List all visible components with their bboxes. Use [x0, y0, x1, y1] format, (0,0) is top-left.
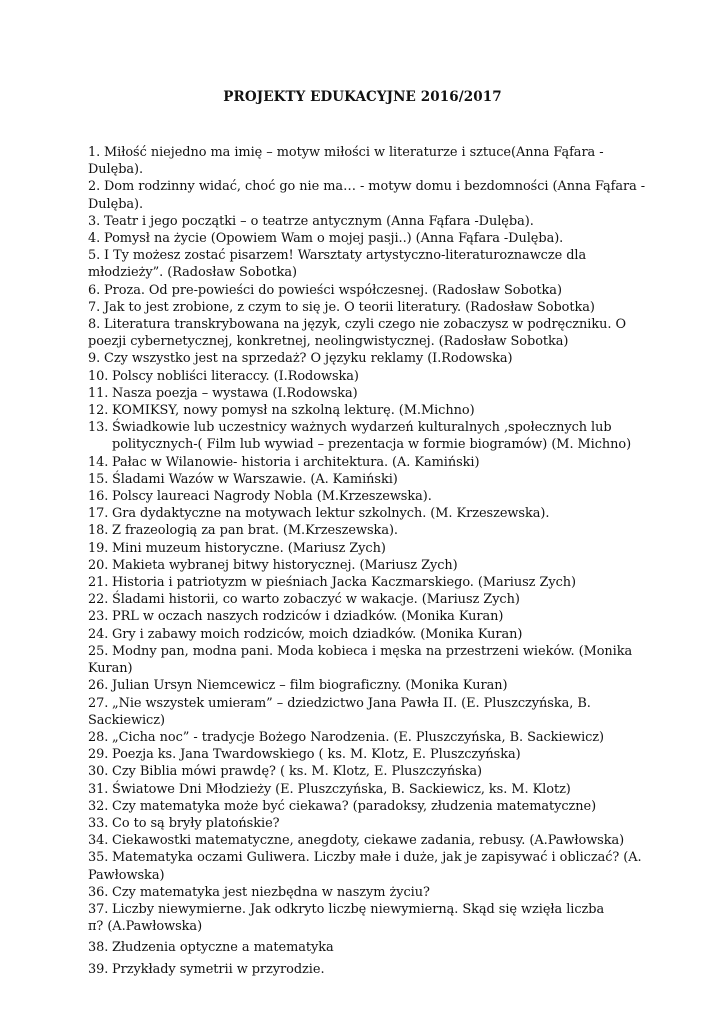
item-text: Przykłady symetrii w przyrodzie.	[112, 961, 325, 977]
list-item	[88, 368, 648, 385]
item-number: 39.	[88, 961, 109, 977]
item-text: Czy matematyka może być ciekawa? (paradoksy, złudzenia matematyczne)	[112, 798, 597, 814]
list-item	[88, 471, 648, 488]
item-number: 32.	[88, 798, 109, 814]
item-number: 15.	[88, 471, 109, 487]
list-item	[88, 677, 648, 694]
item-text: politycznych-( Film lub wywiad – prezentacja w formie biogramów) (M. Michno)	[112, 437, 632, 453]
list-item	[88, 540, 648, 557]
item-text: I Ty możesz zostać pisarzem! Warsztaty artystyczno-literaturoznawcze dla	[104, 248, 587, 264]
list-item	[88, 488, 648, 505]
list-item	[88, 402, 648, 419]
list-item	[88, 213, 648, 230]
item-number: 25.	[88, 643, 109, 659]
list-item	[88, 763, 648, 780]
item-number: 19.	[88, 540, 109, 556]
item-text: Dom rodzinny widać, choć go nie ma… - motyw domu i bezdomności (Anna Fąfara -	[104, 179, 646, 195]
list-item	[88, 247, 648, 281]
list-item	[88, 505, 648, 522]
item-text: Matematyka oczami Guliwera. Liczby małe i duże, jak je zapisywać i obliczać? (A.	[112, 850, 642, 866]
item-text: Miłość niejedno ma imię – motyw miłości w literaturze i sztuce(Anna Fąfara -Dulęba).	[88, 145, 604, 178]
item-number: 24.	[88, 626, 109, 642]
item-text: Śladami Wazów w Warszawie. (A. Kamiński)	[112, 471, 398, 487]
list-item	[88, 454, 648, 471]
list-item	[88, 178, 648, 212]
item-text: π? (A.Pawłowska)	[88, 919, 203, 935]
item-text: Poezja ks. Jana Twardowskiego ( ks. M. Klotz, E. Pluszczyńska)	[112, 747, 521, 763]
list-item	[88, 299, 648, 316]
item-text: poezji cybernetycznej, konkretnej, neolingwistycznej. (Radosław Sobotka)	[88, 334, 569, 350]
item-number: 29.	[88, 747, 109, 763]
list-item	[88, 574, 648, 591]
list-item	[88, 522, 648, 539]
item-number: 5.	[88, 248, 101, 264]
list-item	[88, 144, 648, 178]
list-item	[88, 884, 648, 901]
item-text: Złudzenia optyczne a matematyka	[112, 940, 334, 956]
item-text: „Cicha noc” - tradycje Bożego Narodzenia. (E. Pluszczyńska, B. Sackiewicz)	[112, 729, 605, 745]
item-number: 12.	[88, 403, 109, 419]
item-number: 18.	[88, 523, 109, 539]
item-text: Czy matematyka jest niezbędna w naszym życiu?	[112, 884, 430, 900]
item-text: Kuran)	[88, 661, 133, 677]
item-number: 27.	[88, 695, 109, 711]
item-number: 21.	[88, 575, 109, 591]
item-number: 11.	[88, 385, 109, 401]
list-item	[88, 746, 648, 763]
item-text: Czy wszystko jest na sprzedaż? O języku reklamy (I.Rodowska)	[104, 351, 513, 367]
item-number: 20.	[88, 557, 109, 573]
list-item	[88, 350, 648, 367]
item-number: 9.	[88, 351, 101, 367]
list-item	[88, 316, 648, 350]
list-item	[88, 695, 648, 729]
item-text: Historia i patriotyzm w pieśniach Jacka Kaczmarskiego. (Mariusz Zych)	[112, 575, 576, 591]
list-item	[88, 729, 648, 746]
item-number: 22.	[88, 592, 109, 608]
item-text: Z frazeologią za pan brat. (M.Krzeszewska).	[112, 523, 398, 539]
item-text: Świadkowie lub uczestnicy ważnych wydarzeń kulturalnych ,społecznych lub	[112, 420, 612, 436]
item-number: 8.	[88, 317, 101, 333]
item-number: 26.	[88, 678, 109, 694]
item-number: 23.	[88, 609, 109, 625]
item-text: Gra dydaktyczne na motywach lektur szkolnych. (M. Krzeszewska).	[112, 506, 550, 522]
item-text: Teatr i jego początki – o teatrze antycznym (Anna Fąfara -Dulęba).	[104, 213, 534, 229]
item-text: Modny pan, modna pani. Moda kobieca i męska na przestrzeni wieków. (Monika	[112, 643, 633, 659]
list-item	[88, 939, 648, 956]
list-item	[88, 815, 648, 832]
item-text: Polscy nobliści literaccy. (I.Rodowska)	[112, 368, 359, 384]
item-text: Co to są bryły platońskie?	[112, 815, 280, 831]
item-text: Literatura transkrybowana na język, czyli czego nie zobaczysz w podręczniku. O	[104, 317, 626, 333]
item-text: PRL w oczach naszych rodziców i dziadków. (Monika Kuran)	[112, 609, 504, 625]
item-text: Gry i zabawy moich rodziców, moich dziadków. (Monika Kuran)	[112, 626, 523, 642]
item-text: Dulęba).	[88, 196, 144, 212]
item-number: 33.	[88, 815, 109, 831]
item-number: 38.	[88, 940, 109, 956]
item-number: 36.	[88, 884, 109, 900]
item-text: Liczby niewymierne. Jak odkryto liczbę niewymierną. Skąd się wzięła liczba	[112, 901, 605, 917]
page-title: PROJEKTY EDUKACYJNE 2016/2017	[223, 89, 502, 105]
item-text: Makieta wybranej bitwy historycznej. (Mariusz Zych)	[112, 557, 458, 573]
list-item	[88, 608, 648, 625]
list-item	[88, 901, 648, 935]
list-item	[88, 798, 648, 815]
list-item	[88, 230, 648, 247]
item-text: Światowe Dni Młodzieży (E. Pluszczyńska, B. Sackiewicz, ks. M. Klotz)	[112, 781, 571, 797]
list-item	[88, 626, 648, 643]
item-text: Pomysł na życie (Opowiem Wam o mojej pasji..) (Anna Fąfara -Dulęba).	[104, 231, 564, 247]
item-text: Czy Biblia mówi prawdę? ( ks. M. Klotz, E. Pluszczyńska)	[112, 764, 483, 780]
item-number: 10.	[88, 368, 109, 384]
item-number: 30.	[88, 764, 109, 780]
item-number: 28.	[88, 729, 109, 745]
item-text: Nasza poezja – wystawa (I.Rodowska)	[112, 385, 358, 401]
list-item	[88, 419, 648, 453]
item-text: Pałac w Wilanowie- historia i architektura. (A. Kamiński)	[112, 454, 480, 470]
item-text: Pawłowska)	[88, 867, 165, 883]
item-text: Śladami historii, co warto zobaczyć w wakacje. (Mariusz Zych)	[112, 592, 520, 608]
item-text: Jak to jest zrobione, z czym to się je. O teorii literatury. (Radosław Sobotka)	[104, 299, 595, 315]
item-text: Julian Ursyn Niemcewicz – film biograficzny. (Monika Kuran)	[112, 678, 508, 694]
list-item	[88, 961, 648, 978]
item-number: 3.	[88, 213, 101, 229]
item-text: KOMIKSY, nowy pomysł na szkolną lekturę. (M.Michno)	[112, 403, 475, 419]
item-text: Proza. Od pre-powieści do powieści współczesnej. (Radosław Sobotka)	[104, 282, 562, 298]
item-number: 37.	[88, 901, 109, 917]
item-text: Mini muzeum historyczne. (Mariusz Zych)	[112, 540, 386, 556]
item-text: Ciekawostki matematyczne, anegdoty, ciekawe zadania, rebusy. (A.Pawłowska)	[112, 833, 625, 849]
list-item	[88, 282, 648, 299]
item-number: 35.	[88, 850, 109, 866]
list-item	[88, 557, 648, 574]
item-text: „Nie wszystek umieram” – dziedzictwo Jana Pawła II. (E. Pluszczyńska, B. Sackiewicz)	[88, 695, 591, 728]
item-number: 6.	[88, 282, 101, 298]
list-item	[88, 832, 648, 849]
item-number: 13.	[88, 420, 109, 436]
item-number: 4.	[88, 231, 101, 247]
list-item	[88, 849, 648, 883]
list-item	[88, 643, 648, 677]
item-number: 16.	[88, 489, 109, 505]
item-number: 17.	[88, 506, 109, 522]
item-number: 7.	[88, 299, 101, 315]
item-number: 34.	[88, 833, 109, 849]
item-number: 14.	[88, 454, 109, 470]
item-number: 1.	[88, 145, 101, 160]
list-item	[88, 591, 648, 608]
item-text: Polscy laureaci Nagrody Nobla (M.Krzeszewska).	[112, 489, 432, 505]
item-number: 2.	[88, 179, 101, 195]
list-item	[88, 385, 648, 402]
item-text: młodzieży”. (Radosław Sobotka)	[88, 265, 297, 281]
item-number: 31.	[88, 781, 109, 797]
list-item	[88, 781, 648, 798]
project-list	[88, 144, 648, 978]
